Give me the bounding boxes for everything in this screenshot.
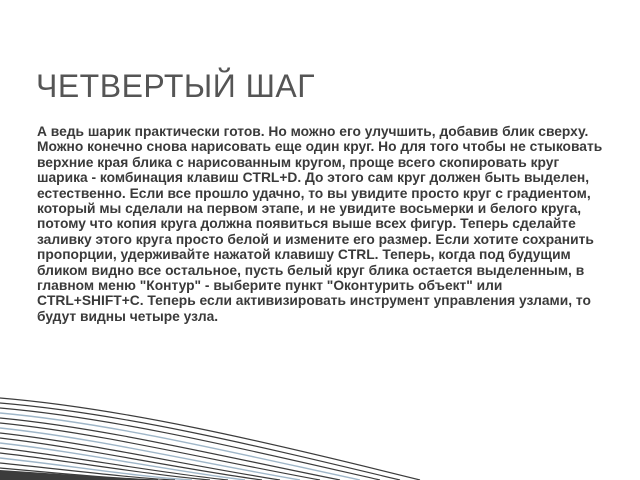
slide-title: ЧЕТВЕРТЫЙ ШАГ	[36, 68, 316, 104]
wave-lines	[0, 398, 420, 480]
wave-fill	[0, 470, 150, 480]
slide-body-text: А ведь шарик практически готов. Но можно его улучшить, добавив блик сверху. Можно конечно снова нарисовать еще один круг. Но для того чтобы не стыковать верхние края блика с нарисованным кругом, проще всего скопировать круг шарика - комбинация клавиш CTRL+D. До этого сам круг должен быть выделен, естественно. Если все прошло удачно, то вы увидите просто круг с градиентом, который мы сделали на первом этапе, и не увидите восьмерки и белого круга, потому что копия круга должна появиться выше всех фигур. Теперь сделайте заливку этого круга просто белой и измените его размер. Если хотите сохранить пропорции, удерживайте нажатой клавишу CTRL. Теперь, когда под будущим бликом видно все остальное, пусть белый круг блика остается выделенным, в главном меню "Контур" - выберите пункт "Оконтурить объект" или CTRL+SHIFT+C. Теперь если активизировать инструмент управления узлами, то будут видны четыре узла.	[37, 124, 603, 324]
